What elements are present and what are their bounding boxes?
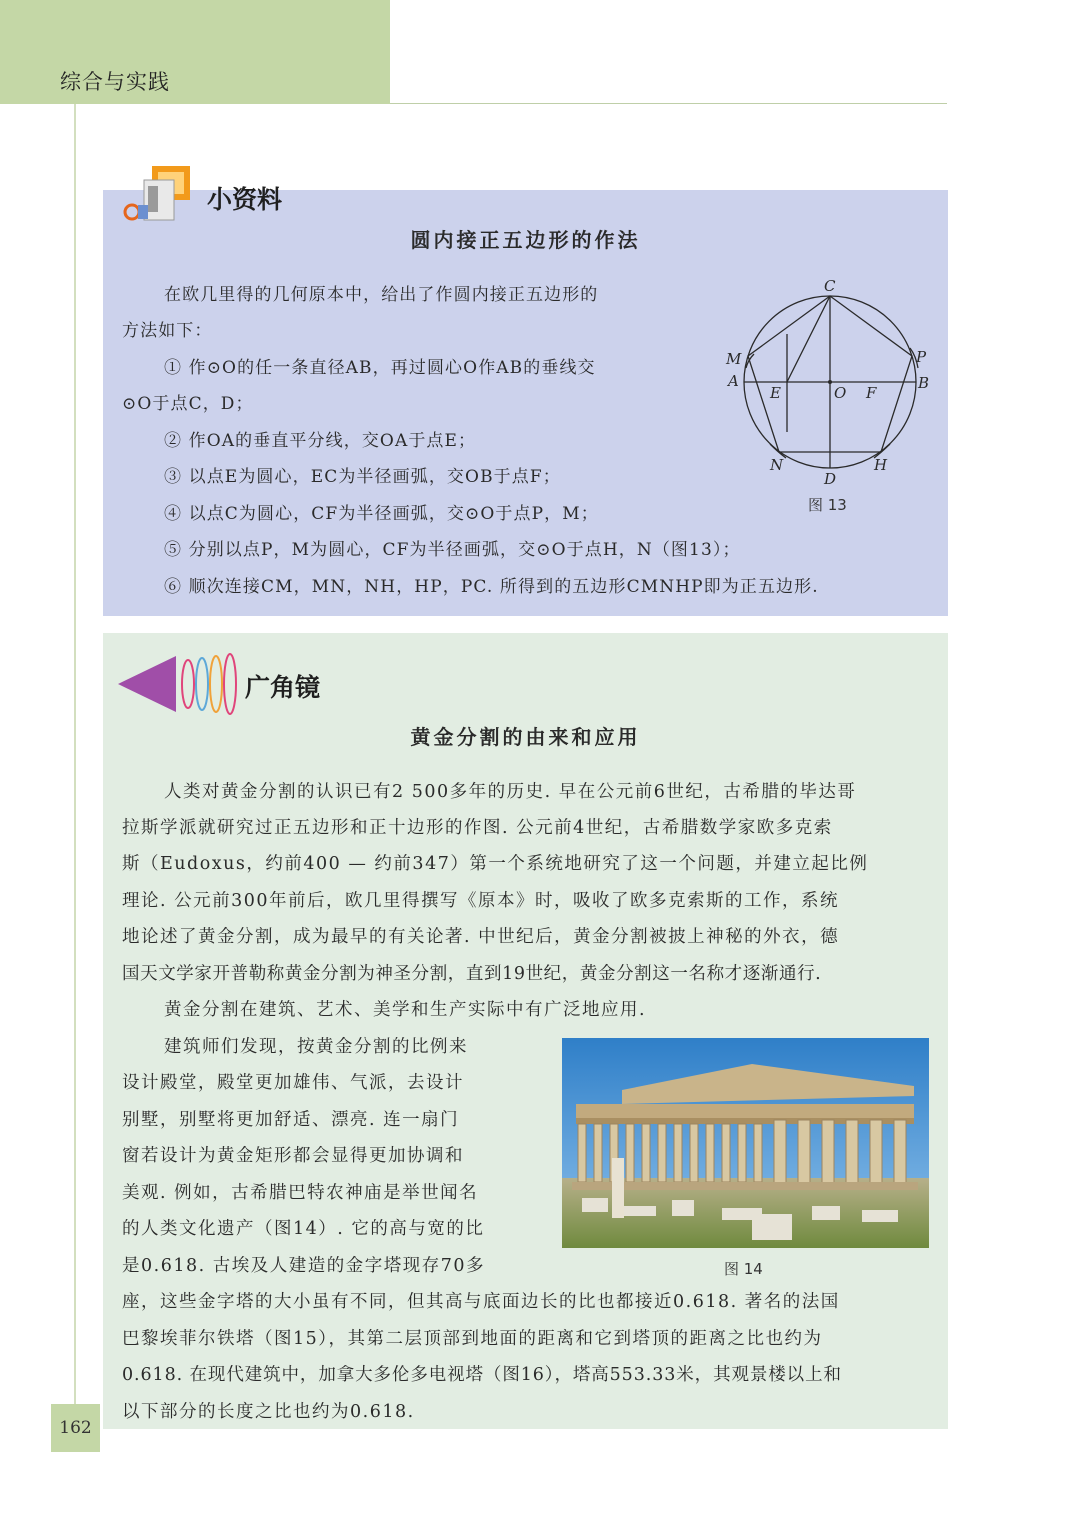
wide-text-line: 0.618. 在现代建筑中，加拿大多伦多电视塔（图16），塔高553.33米，其观景楼以上和 [122, 1365, 842, 1385]
wide-text-line: 的人类文化遗产（图14）. 它的高与宽的比 [122, 1219, 485, 1239]
info-text-line: ⑤ 分别以点P，M为圆心，CF为半径画弧，交⊙O于点H，N（图13）； [164, 540, 741, 560]
wide-text-line: 窗若设计为黄金矩形都会显得更加协调和 [122, 1146, 464, 1166]
info-text-line: ③ 以点E为圆心，EC为半径画弧，交OB于点F； [164, 467, 561, 487]
info-text-line: ⊙O于点C，D； [122, 394, 254, 414]
wide-text-line: 设计殿堂，殿堂更加雄伟、气派，去设计 [122, 1073, 464, 1093]
point-label: B [918, 374, 930, 392]
wide-text-line: 拉斯学派就研究过正五边形和正十边形的作图. 公元前4世纪，古希腊数学家欧多克索 [122, 818, 833, 838]
info-box-label: 小资料 [207, 185, 283, 214]
wide-text-line: 别墅，别墅将更加舒适、漂亮. 连一扇门 [122, 1110, 460, 1130]
header-tab [0, 0, 390, 104]
wide-text-line: 黄金分割在建筑、艺术、美学和生产实际中有广泛地应用. [164, 1000, 647, 1020]
wide-text-line: 美观. 例如，古希腊巴特农神庙是举世闻名 [122, 1183, 479, 1203]
point-label: D [824, 470, 837, 488]
wide-text-line: 国天文学家开普勒称黄金分割为神圣分割，直到19世纪，黄金分割这一名称才逐渐通行. [122, 964, 822, 984]
figure-14-caption: 图 14 [724, 1260, 763, 1278]
left-margin-rule [74, 104, 76, 1404]
info-box-icon [118, 160, 198, 230]
point-label: N [770, 456, 784, 474]
section-title: 综合与实践 [60, 70, 170, 94]
point-label: F [866, 384, 877, 402]
info-text-line: ② 作OA的垂直平分线，交OA于点E； [164, 431, 477, 451]
point-label: H [874, 456, 888, 474]
point-label: O [834, 384, 847, 402]
point-label: C [824, 277, 836, 295]
point-label: M [726, 350, 742, 368]
info-box-title: 圆内接正五边形的作法 [410, 228, 641, 252]
parthenon-photo [562, 1038, 929, 1248]
point-label: A [728, 372, 739, 390]
info-text-line: ① 作⊙O的任一条直径AB，再过圆心O作AB的垂线交 [164, 358, 596, 378]
wide-text-line: 理论. 公元前300年前后，欧几里得撰写《原本》时，吸收了欧多克索斯的工作，系统 [122, 891, 840, 911]
wide-text-line: 人类对黄金分割的认识已有2 500多年的历史. 早在公元前6世纪，古希腊的毕达哥 [164, 782, 857, 802]
info-text-line: ⑥ 顺次连接CM，MN，NH，HP，PC. 所得到的五边形CMNHP即为正五边形. [164, 577, 819, 597]
wide-text-line: 是0.618. 古埃及人建造的金字塔现存70多 [122, 1256, 485, 1276]
wide-angle-arrow-icon [116, 652, 240, 716]
wide-text-line: 建筑师们发现，按黄金分割的比例来 [164, 1037, 468, 1057]
figure-13-caption: 图 13 [808, 496, 847, 514]
info-text-line: 方法如下： [122, 321, 213, 341]
wide-text-line: 座，这些金字塔的大小虽有不同，但其高与底面边长的比也都接近0.618. 著名的法国 [122, 1292, 840, 1312]
point-label: E [770, 384, 781, 402]
info-text-line: ④ 以点C为圆心，CF为半径画弧，交⊙O于点P，M； [164, 504, 599, 524]
wide-text-line: 巴黎埃菲尔铁塔（图15），其第二层顶部到地面的距离和它到塔顶的距离之比也约为 [122, 1329, 823, 1349]
wide-text-line: 以下部分的长度之比也约为0.618. [122, 1402, 415, 1422]
point-label: P [916, 348, 927, 366]
header-rule [390, 103, 947, 104]
figure-13-pentagon [724, 272, 944, 490]
wide-angle-label: 广角镜 [245, 673, 321, 702]
info-text-line: 在欧几里得的几何原本中，给出了作圆内接正五边形的 [164, 285, 599, 305]
page-number: 162 [51, 1404, 100, 1452]
wide-angle-title: 黄金分割的由来和应用 [410, 725, 641, 749]
wide-text-line: 地论述了黄金分割，成为最早的有关论著. 中世纪后，黄金分割被披上神秘的外衣，德 [122, 927, 840, 947]
wide-text-line: 斯（Eudoxus，约前400 — 约前347）第一个系统地研究了这一个问题，并建立起比例 [122, 854, 869, 874]
